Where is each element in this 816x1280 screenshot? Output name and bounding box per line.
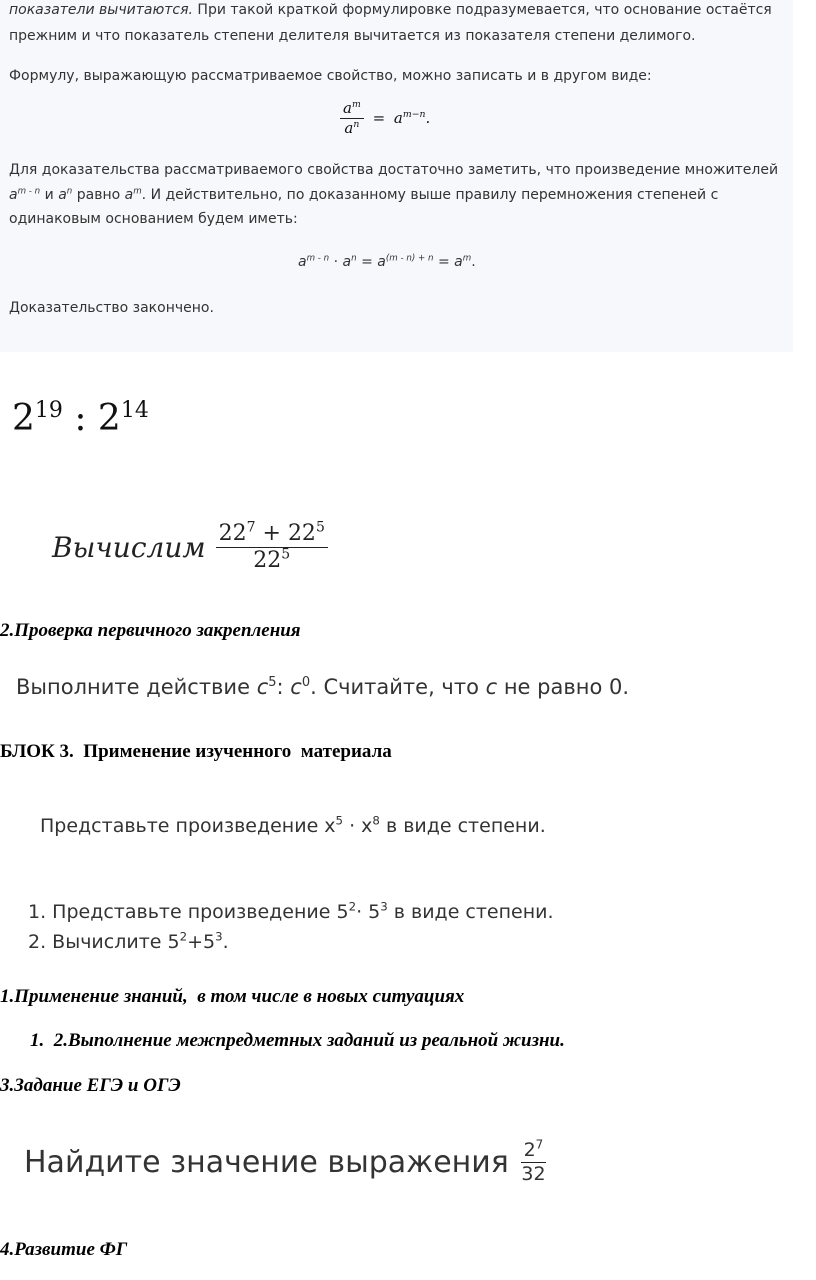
panel-line-2: прежним и что показатель степени делителя вычитается из показателя степени делимого.: [9, 28, 696, 44]
formula-text: :: [62, 398, 98, 439]
formula-text: Представьте произведение х: [40, 815, 336, 837]
formula-text: .: [222, 931, 229, 953]
formula-text: · х: [343, 815, 373, 837]
panel-line-1: [9, 0, 789, 21]
panel-line-7: Доказательство закончено.: [9, 300, 214, 316]
formula-text: 7: [246, 519, 256, 536]
formula-text: n: [353, 118, 360, 130]
formula-text: в виде степени.: [379, 815, 546, 837]
formula-text: ·: [329, 254, 343, 270]
formula-text: равно: [72, 187, 125, 203]
formula-text: 8: [372, 813, 380, 828]
list-marker: 1.: [30, 1030, 45, 1051]
formula-text: 14: [120, 398, 149, 423]
formula-text: 0: [301, 675, 311, 690]
list-text: 2.Выполнение межпредметных заданий из реальной жизни.: [53, 1030, 565, 1051]
formula-text: . И действительно, по доказанному выше правилу перемножения степеней с: [141, 187, 719, 203]
formula-text: a: [342, 254, 352, 270]
formula-text: Выполните действие: [16, 675, 257, 699]
heading-primary-check: 2.Проверка первичного закрепления: [0, 620, 301, 641]
formula-text: 2: [523, 1139, 536, 1161]
task-product-x: [40, 815, 546, 837]
expression-compute: [52, 519, 328, 574]
formula-text: (m - n) + n: [385, 253, 434, 264]
formula-text: 5: [315, 519, 325, 536]
panel-text: При такой краткой формулировке подразумевается, что основание остаётся: [192, 2, 772, 18]
formula-text: n: [351, 253, 357, 264]
formula-text: a: [393, 108, 403, 127]
formula-text: c: [256, 675, 269, 699]
formula-text: 19: [34, 398, 63, 423]
formula-text: a: [9, 187, 18, 203]
formula-text: 22: [218, 521, 247, 546]
formula-text: 22: [253, 548, 282, 574]
panel-line-6: одинаковым основанием будем иметь:: [9, 211, 298, 227]
italic-phrase: показатели вычитаются.: [9, 2, 193, 18]
formula-text: c: [485, 675, 498, 699]
heading-fg-development: 4.Развитие ФГ: [0, 1239, 128, 1260]
formula-text: +5: [187, 931, 216, 953]
formula-text: =: [433, 254, 455, 270]
formula-text: .: [471, 254, 476, 270]
compute-label: Вычислим: [52, 531, 206, 565]
formula-text: m - n: [17, 186, 41, 197]
formula-text: 5: [268, 675, 277, 690]
panel-line-4: Для доказательства рассматриваемого свойства достаточно заметить, что произведение множителей: [9, 162, 779, 178]
formula-text: 2: [179, 929, 188, 944]
formula-text: не равно 0.: [497, 675, 630, 699]
formula-text: 7: [535, 1137, 544, 1152]
heading-exam-task: 3.Задание ЕГЭ и ОГЭ: [0, 1075, 181, 1096]
formula-text: a: [298, 254, 307, 270]
formula-text: m−n: [402, 108, 426, 120]
formula-text: m: [133, 186, 142, 197]
formula-text: 5: [281, 546, 291, 563]
panel-line-5: [9, 185, 718, 206]
heading-block-3: БЛОК 3. Применение изученного материала: [0, 741, 392, 762]
formula-text: 2: [348, 899, 357, 914]
formula-text: a: [454, 254, 463, 270]
formula-text: Найдите значение выражения: [24, 1144, 519, 1180]
panel-line-3: Формулу, выражающую рассматриваемое свойство, можно записать и в другом виде:: [9, 68, 652, 84]
task-list-powers-5: [28, 897, 554, 957]
formula-text: =: [372, 108, 386, 127]
formula-text: и: [40, 187, 59, 203]
formula-text: m: [351, 99, 361, 110]
formula-text: m - n: [306, 253, 330, 264]
formula-text: . Считайте, что: [310, 675, 486, 699]
formula-text: 2: [97, 398, 121, 439]
formula-text: 2: [12, 398, 35, 439]
task-exam-expression: [24, 1137, 549, 1185]
formula-text: +: [255, 521, 288, 546]
formula-text: m: [462, 253, 472, 264]
formula-text: 3: [215, 929, 223, 944]
formula-text: 5: [335, 813, 344, 828]
list-item: [28, 897, 554, 927]
formula-quotient: [340, 100, 430, 136]
formula-text: 32: [521, 1162, 546, 1185]
formula-text: n: [66, 186, 73, 197]
formula-text: 22: [287, 521, 316, 546]
formula-text: a: [58, 187, 67, 203]
formula-text: :: [276, 675, 291, 699]
list-item-interdisciplinary: [30, 1030, 565, 1052]
formula-text: a: [377, 254, 386, 270]
formula-text: 3: [380, 899, 388, 914]
formula-text: · 5: [356, 901, 381, 923]
formula-text: a: [124, 187, 134, 203]
formula-text: 2. Вычислите 5: [28, 931, 180, 953]
expression-division: [12, 398, 149, 439]
list-item: [28, 927, 554, 957]
formula-text: в виде степени.: [387, 901, 554, 923]
formula-text: c: [290, 675, 302, 699]
formula-text: .: [425, 108, 431, 127]
formula-text: a: [343, 99, 352, 117]
heading-apply-knowledge: 1.Применение знаний, в том числе в новых ситуациях: [0, 986, 465, 1007]
formula-text: a: [344, 118, 354, 137]
task-exponent-c: [16, 675, 629, 699]
formula-text: 1. Представьте произведение 5: [28, 901, 349, 923]
formula-proof: [298, 252, 476, 273]
formula-text: =: [356, 254, 378, 270]
